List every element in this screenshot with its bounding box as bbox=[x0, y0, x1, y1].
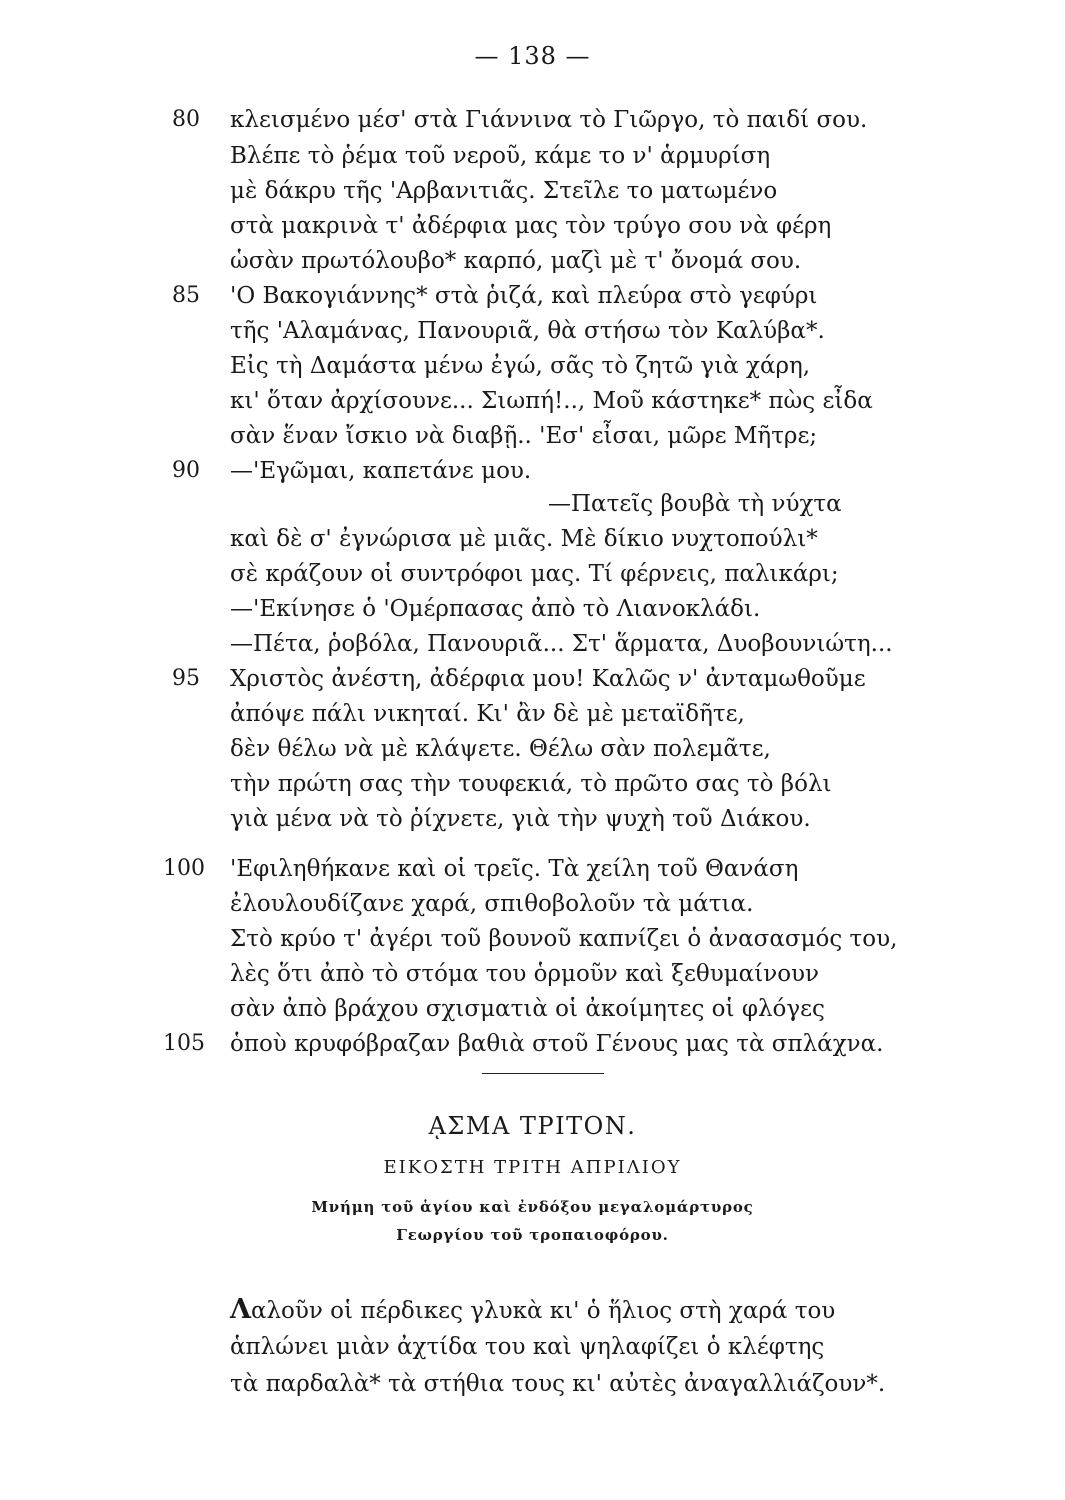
poem-line: γιὰ μένα νὰ τὸ ῥίχνετε, γιὰ τὴν ψυχὴ τοῦ Διάκου. bbox=[230, 806, 811, 832]
poem-line: σὰν ἀπὸ βράχου σχισματιὰ οἱ ἀκοίμητες οἱ φλόγες bbox=[230, 996, 825, 1022]
poem-line: μὲ δάκρυ τῆς 'Αρβανιτιᾶς. Στεῖλε το ματωμένο bbox=[230, 178, 778, 204]
section-divider bbox=[482, 1073, 604, 1074]
poem-line: στὰ μακρινὰ τ' ἀδέρφια μας τὸν τρύγο σου νὰ φέρη bbox=[230, 213, 832, 239]
line-number: 90 bbox=[172, 458, 200, 483]
poem-line: ὁποὺ κρυφόβραζαν βαθιὰ στοῦ Γένους μας τὰ σπλάχνα. bbox=[230, 1031, 884, 1057]
line-number: 100 bbox=[163, 856, 205, 881]
section-note-line-2: Γεωργίου τοῦ τροπαιοφόρου. bbox=[396, 1226, 669, 1244]
drop-cap: Λ bbox=[230, 1294, 251, 1325]
stanza-line-3: τὰ παρδαλὰ* τὰ στήθια τους κι' αὐτὲς ἀναγαλλιάζουν*. bbox=[230, 1371, 886, 1397]
poem-line: —Πέτα, ῥοβόλα, Πανουριᾶ... Στ' ἅρματα, Δυοβουνιώτη... bbox=[230, 631, 893, 657]
poem-line: —'Εγῶμαι, καπετάνε μου. bbox=[230, 458, 532, 484]
poem-line: Βλέπε τὸ ῥέμα τοῦ νεροῦ, κάμε το ν' ἁρμυρίση bbox=[230, 143, 771, 169]
stanza-line-1 bbox=[230, 1295, 835, 1326]
poem-line: Χριστὸς ἀνέστη, ἀδέρφια μου! Καλῶς ν' ἀνταμωθοῦμε bbox=[230, 666, 866, 692]
poem-line: 'Εφιληθήκανε καὶ οἱ τρεῖς. Τὰ χείλη τοῦ Θανάση bbox=[230, 856, 799, 882]
line-number: 85 bbox=[172, 283, 200, 308]
line-number: 80 bbox=[172, 107, 200, 132]
line-number: 105 bbox=[163, 1031, 205, 1056]
stanza-line-1-text: αλοῦν οἱ πέρδικες γλυκὰ κι' ὁ ἥλιος στὴ χαρά του bbox=[250, 1298, 836, 1324]
poem-line: τῆς 'Αλαμάνας, Πανουριᾶ, θὰ στήσω τὸν Καλύβα*. bbox=[230, 318, 825, 344]
poem-line: 'Ο Βακογιάννης* στὰ ῥιζά, καὶ πλεύρα στὸ γεφύρι bbox=[230, 283, 818, 309]
poem-line: καὶ δὲ σ' ἐγνώρισα μὲ μιᾶς. Μὲ δίκιο νυχτοπούλι* bbox=[230, 526, 818, 552]
line-number: 95 bbox=[172, 666, 200, 691]
poem-line: κι' ὅταν ἀρχίσουνε... Σιωπή!.., Μοῦ κάστηκε* πὼς εἶδα bbox=[230, 388, 873, 414]
poem-line: λὲς ὅτι ἀπὸ τὸ στόμα του ὁρμοῦν καὶ ξεθυμαίνουν bbox=[230, 961, 820, 987]
poem-line: —'Εκίνησε ὁ 'Ομέρπασας ἀπὸ τὸ Λιανοκλάδι. bbox=[230, 596, 761, 622]
page-number: — 138 — bbox=[474, 42, 591, 70]
poem-line: ἀπόψε πάλι νικηταί. Κι' ἂν δὲ μὲ μεταϊδῆτε, bbox=[230, 701, 745, 727]
poem-line: δὲν θέλω νὰ μὲ κλάψετε. Θέλω σὰν πολεμᾶτε, bbox=[230, 736, 771, 762]
poem-line: τὴν πρώτη σας τὴν τουφεκιά, τὸ πρῶτο σας τὸ βόλι bbox=[230, 771, 832, 797]
poem-line: ἐλουλουδίζανε χαρά, σπιθοβολοῦν τὰ μάτια. bbox=[230, 891, 754, 917]
stanza-line-2: ἁπλώνει μιὰν ἀχτίδα του καὶ ψηλαφίζει ὁ κλέφτης bbox=[230, 1334, 825, 1360]
section-subtitle: ΕΙΚΟΣΤΗ ΤΡΙΤΗ ΑΠΡΙΛΙΟΥ bbox=[383, 1157, 682, 1178]
poem-line: σὰν ἕναν ἴσκιο νὰ διαβῇ.. 'Εσ' εἶσαι, μῶρε Μῆτρε; bbox=[230, 423, 818, 449]
poem-line: —Πατεῖς βουβὰ τὴ νύχτα bbox=[548, 491, 842, 517]
poem-line: Στὸ κρύο τ' ἀγέρι τοῦ βουνοῦ καπνίζει ὁ ἀνασασμός του, bbox=[230, 926, 898, 952]
section-title: ᾼΣΜΑ ΤΡΙΤΟΝ. bbox=[428, 1112, 637, 1140]
poem-line: Εἰς τὴ Δαμάστα μένω ἐγώ, σᾶς τὸ ζητῶ γιὰ χάρη, bbox=[230, 353, 811, 379]
poem-line: κλεισμένο μέσ' στὰ Γιάννινα τὸ Γιῶργο, τὸ παιδί σου. bbox=[230, 107, 868, 133]
poem-line: ὡσὰν πρωτόλουβο* καρπό, μαζὶ μὲ τ' ὄνομά σου. bbox=[230, 248, 802, 274]
section-note-line-1: Μνήμη τοῦ ἁγίου καὶ ἐνδόξου μεγαλομάρτυρος bbox=[311, 1198, 754, 1216]
poem-line: σὲ κράζουν οἱ συντρόφοι μας. Τί φέρνεις, παλικάρι; bbox=[230, 561, 839, 587]
